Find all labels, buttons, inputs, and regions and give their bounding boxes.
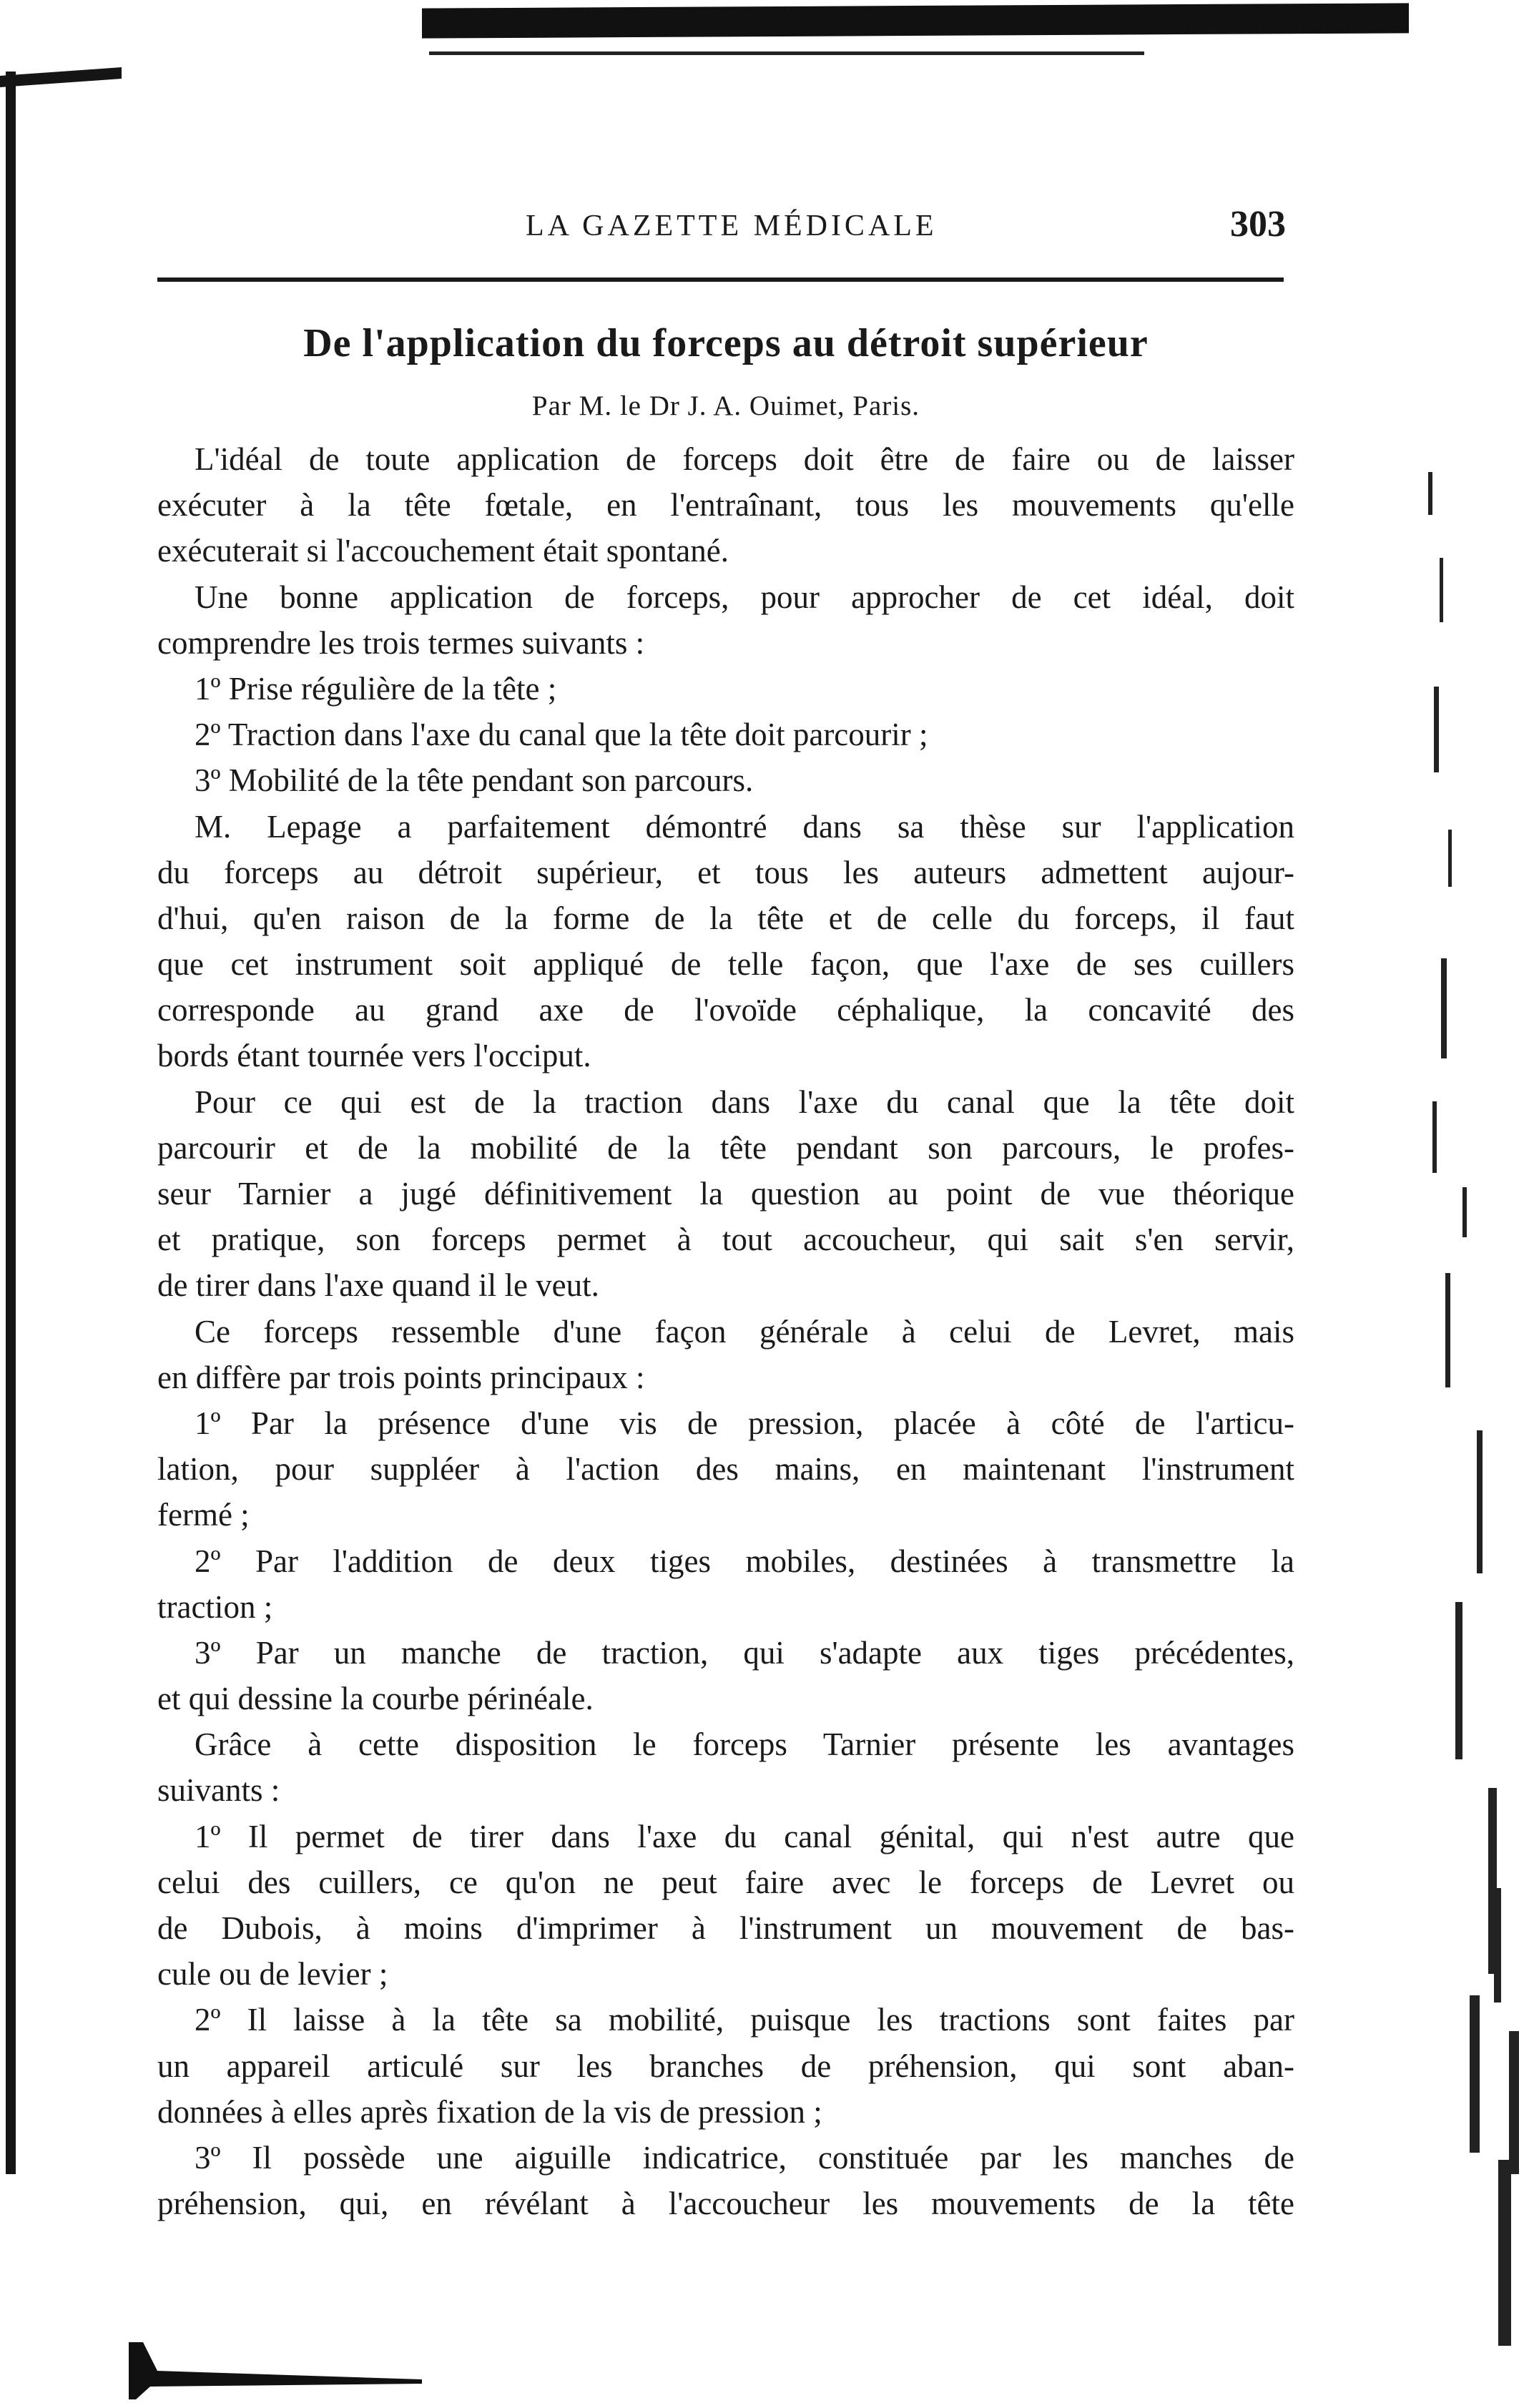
- text-line: 1º Prise régulière de la tête ;: [195, 670, 557, 707]
- text-line: 1º Il permet de tirer dans l'axe du canal génital, qui n'est autre que: [195, 1818, 1294, 1854]
- text-line: Ce forceps ressemble d'une façon générale à celui de Levret, mais: [195, 1313, 1294, 1350]
- text-line: celui des cuillers, ce qu'on ne peut faire avec le forceps de Levret ou: [157, 1864, 1294, 1900]
- page-number: 303: [1230, 204, 1286, 245]
- scan-edge-bottom: [129, 2342, 422, 2399]
- article-body: [157, 436, 1294, 2226]
- text-line: suivants :: [157, 1772, 280, 1809]
- text-line: 2º Il laisse à la tête sa mobilité, puisque les tractions sont faites par: [195, 2002, 1294, 2038]
- text-line: exécuter à la tête fœtale, en l'entraînant, tous les mouvements qu'elle: [157, 487, 1294, 524]
- text-line: parcourir et de la mobilité de la tête pendant son parcours, le profes-: [157, 1129, 1294, 1166]
- text-line: que cet instrument soit appliqué de telle façon, que l'axe de ses cuillers: [157, 946, 1294, 983]
- text-line: traction ;: [157, 1588, 273, 1625]
- text-line: fermé ;: [157, 1497, 250, 1533]
- article-byline: Par M. le Dr J. A. Ouimet, Paris.: [531, 390, 920, 421]
- text-line: Pour ce qui est de la traction dans l'axe du canal que la tête doit: [195, 1083, 1294, 1120]
- text-line: et pratique, son forceps permet à tout accoucheur, qui sait s'en servir,: [157, 1222, 1294, 1258]
- text-line: 3º Par un manche de traction, qui s'adapte aux tiges précédentes,: [195, 1634, 1294, 1671]
- text-line: 2º Traction dans l'axe du canal que la tête doit parcourir ;: [195, 717, 928, 753]
- text-line: lation, pour suppléer à l'action des mains, en maintenant l'instrument: [157, 1451, 1294, 1488]
- text-line: 2º Par l'addition de deux tiges mobiles, destinées à transmettre la: [195, 1543, 1294, 1579]
- text-line: et qui dessine la courbe périnéale.: [157, 1681, 594, 1717]
- text-line: 3º Mobilité de la tête pendant son parcours.: [195, 762, 754, 799]
- text-line: données à elles après fixation de la vis de pression ;: [157, 2093, 822, 2130]
- text-line: du forceps au détroit supérieur, et tous les auteurs admettent aujour-: [157, 854, 1294, 890]
- scan-edge-left: [6, 72, 16, 2174]
- text-line: Une bonne application de forceps, pour approcher de cet idéal, doit: [195, 579, 1294, 615]
- article-title: De l'application du forceps au détroit supérieur: [303, 321, 1149, 365]
- text-line: Grâce à cette disposition le forceps Tarnier présente les avantages: [195, 1726, 1294, 1763]
- page-header: [157, 199, 1294, 256]
- text-line: en diffère par trois points principaux :: [157, 1359, 645, 1395]
- running-title: LA GAZETTE MÉDICALE: [526, 210, 938, 242]
- text-line: de Dubois, à moins d'imprimer à l'instrument un mouvement de bas-: [157, 1910, 1294, 1946]
- text-line: bords étant tournée vers l'occiput.: [157, 1038, 591, 1074]
- text-line: 1º Par la présence d'une vis de pression, placée à côté de l'articu-: [195, 1405, 1294, 1441]
- scan-noise-right: [1420, 458, 1527, 2360]
- scan-corner-mark: [0, 67, 122, 87]
- text-line: comprendre les trois termes suivants :: [157, 624, 645, 661]
- text-line: corresponde au grand axe de l'ovoïde céphalique, la concavité des: [157, 992, 1294, 1028]
- text-line: d'hui, qu'en raison de la forme de la tête et de celle du forceps, il faut: [157, 900, 1294, 936]
- text-line: préhension, qui, en révélant à l'accoucheur les mouvements de la tête: [157, 2186, 1294, 2222]
- text-line: un appareil articulé sur les branches de préhension, qui sont aban-: [157, 2048, 1294, 2084]
- text-line: seur Tarnier a jugé définitivement la question au point de vue théorique: [157, 1176, 1294, 1212]
- text-line: exécuterait si l'accouchement était spontané.: [157, 533, 729, 569]
- text-line: cule ou de levier ;: [157, 1956, 388, 1992]
- text-line: 3º Il possède une aiguille indicatrice, constituée par les manches de: [195, 2139, 1294, 2176]
- text-line: de tirer dans l'axe quand il le veut.: [157, 1267, 599, 1304]
- header-rule: [157, 277, 1284, 282]
- scan-line-top: [429, 51, 1144, 55]
- text-line: L'idéal de toute application de forceps doit être de faire ou de laisser: [195, 441, 1294, 477]
- scan-edge-top: [422, 3, 1409, 38]
- text-line: M. Lepage a parfaitement démontré dans sa thèse sur l'application: [195, 808, 1294, 845]
